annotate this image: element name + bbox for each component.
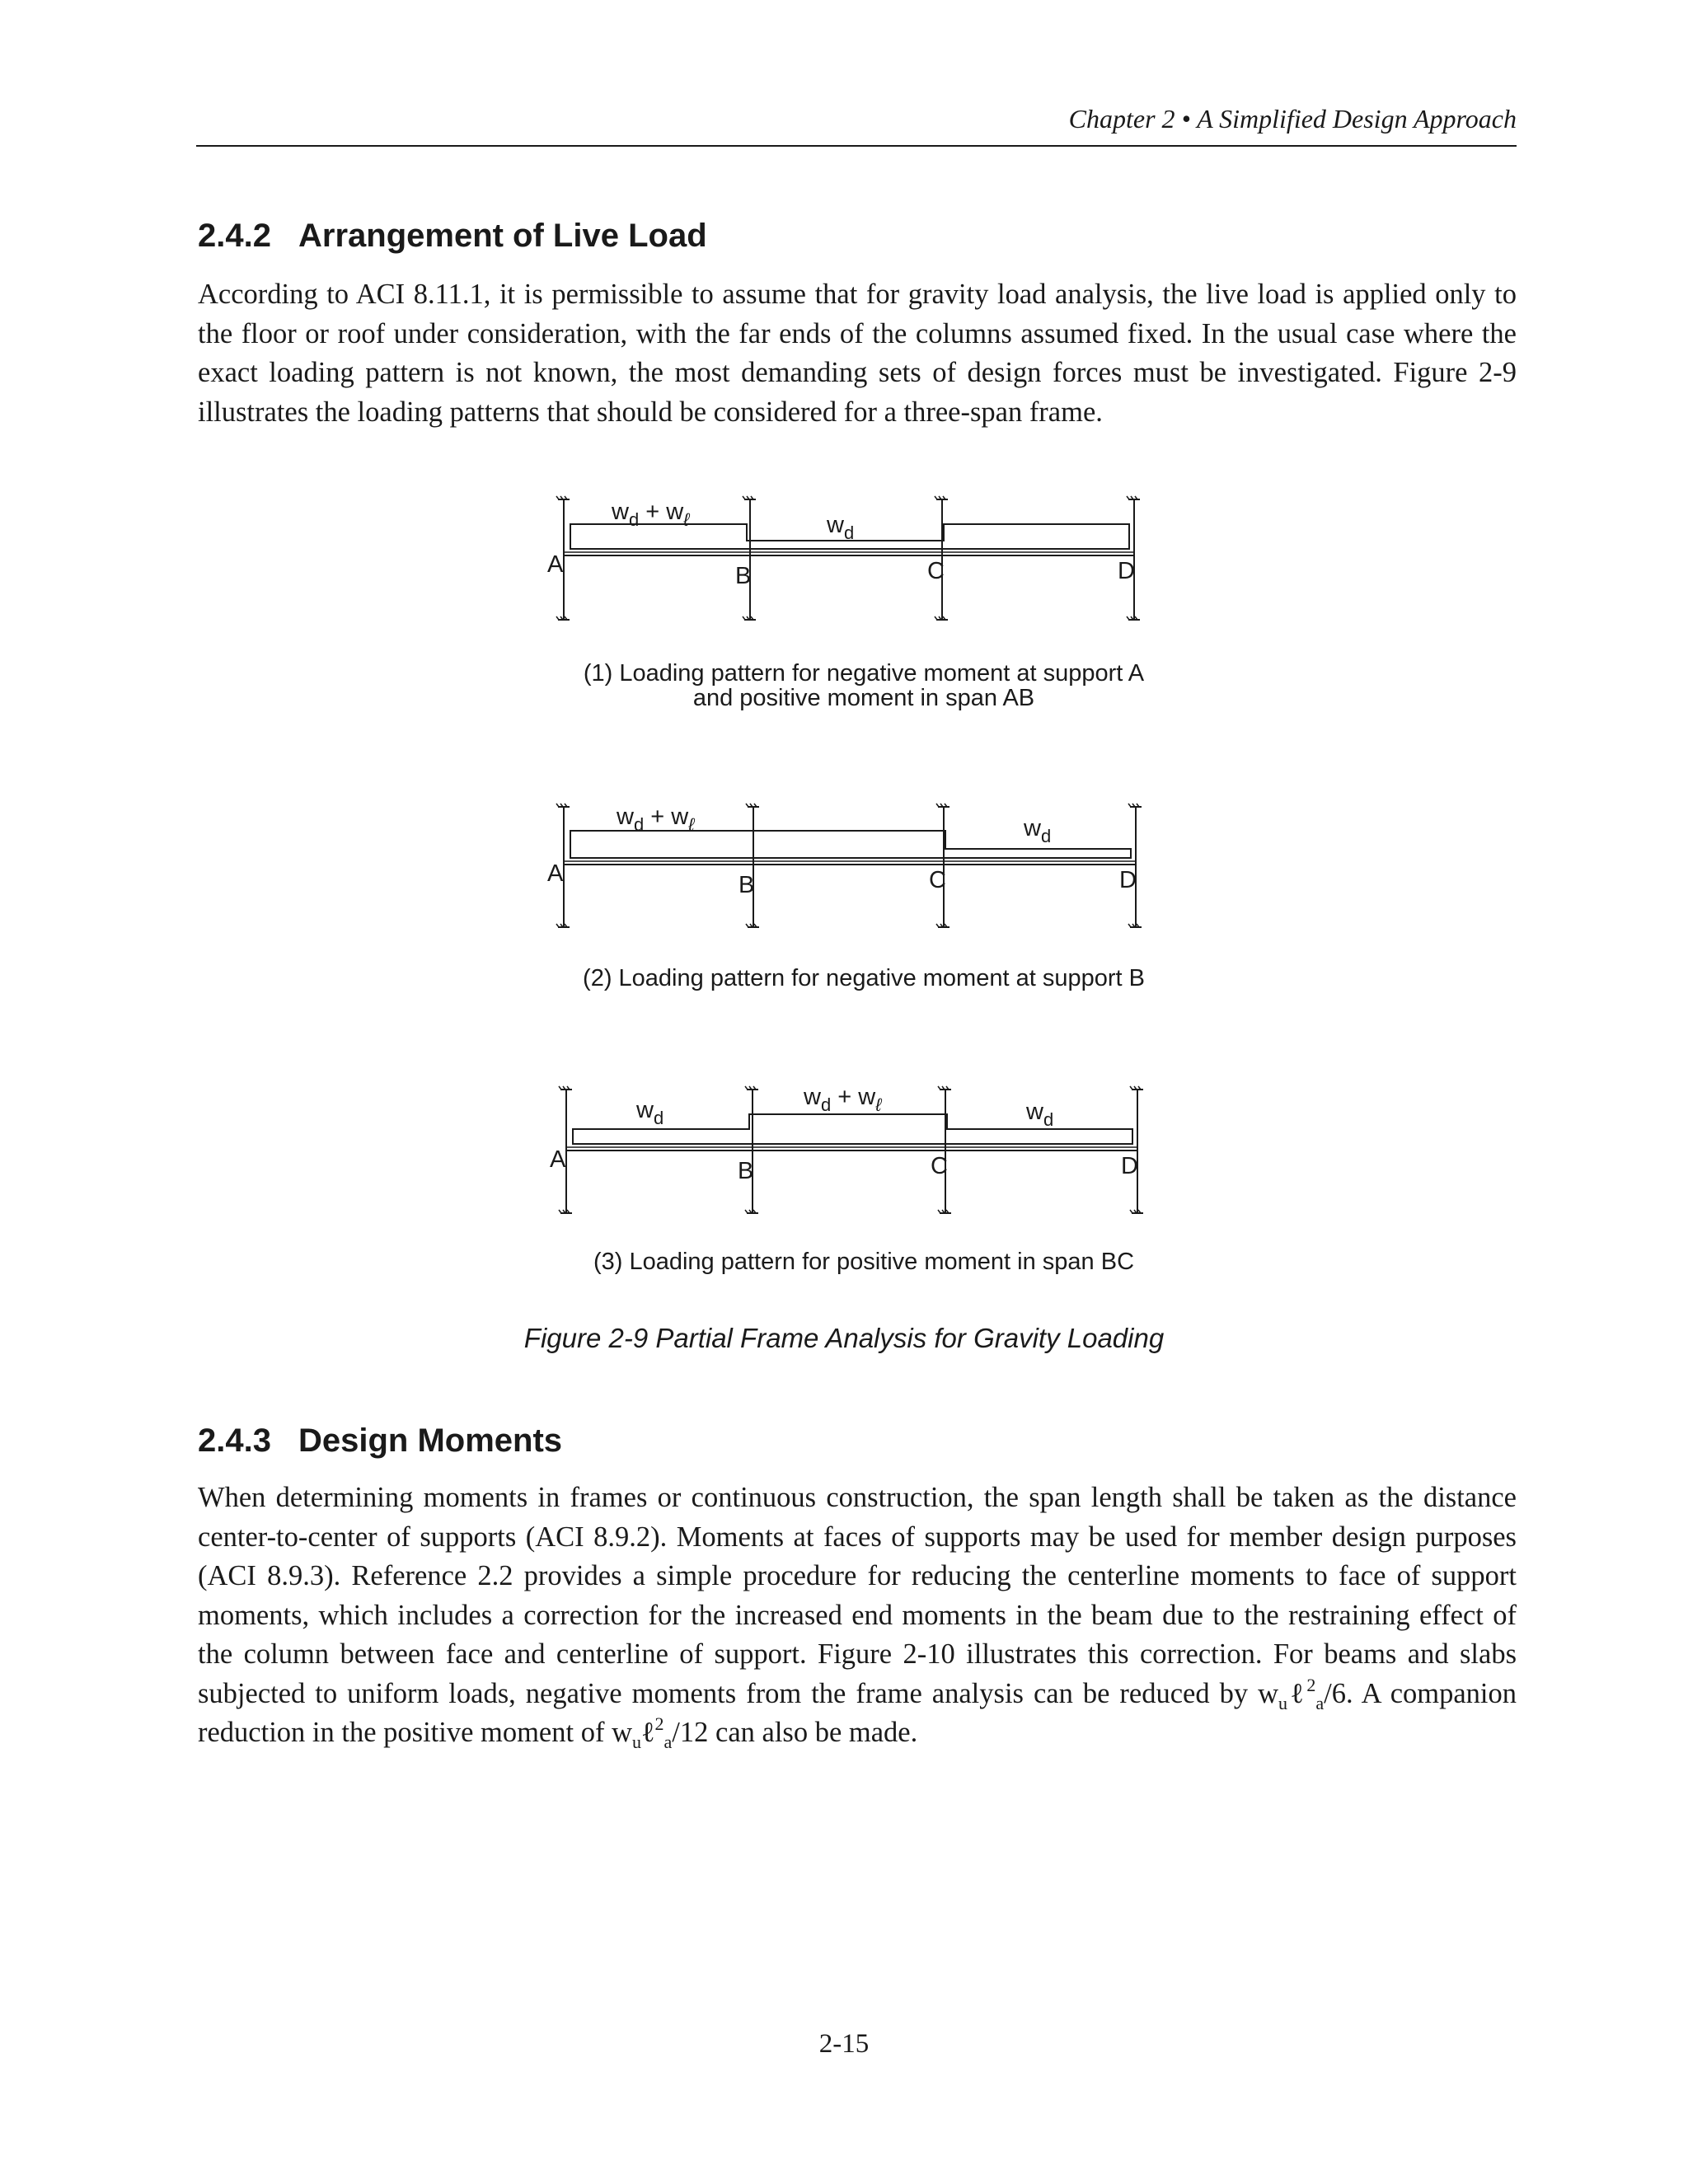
support-label-a: A (547, 860, 564, 887)
paragraph-text: When determining moments in frames or continuous construction, the span length shall be taken as the distance center-to-center of supports (ACI 8.9.2). Moments at faces of supports may be used for member design purposes (ACI 8.9.3). Reference 2.2 provides a simple procedure for reducing the centerline moments to face of support moments, which includes a correction for the increased end moments in the beam due to the restraining effect of the column between face and centerline of support. Figure 2-10 illustrates this correction. For beams and slabs subjected to uniform loads, negative moments from the frame analysis can be reduced by (198, 1482, 1517, 1709)
load-label-dead-plus-live: $w_d + w_\ell$ (612, 499, 690, 530)
load-label-dead: $w_d$ (1026, 1099, 1054, 1130)
figure-caption: Figure 2-9 Partial Frame Analysis for Gravity Loading (523, 1323, 1165, 1353)
support-label-c: C (929, 867, 946, 893)
pattern-caption: (2) Loading pattern for negative moment at support B (583, 965, 1145, 991)
section-heading-2-4-3 (198, 1421, 562, 1460)
section-title: Arrangement of Live Load (298, 218, 707, 254)
load-label-dead: $w_d$ (1024, 815, 1052, 846)
support-label-a: A (547, 551, 564, 578)
section-2-4-3-paragraph (198, 1479, 1517, 1753)
paragraph-text: . A companion reduction in the positive moment of (198, 1677, 1517, 1748)
page-number: 2-15 (818, 2029, 870, 2059)
load-label-dead: $w_d$ (636, 1097, 664, 1128)
support-label-d: D (1121, 1153, 1138, 1179)
support-label-d: D (1118, 558, 1135, 584)
support-label-c: C (927, 558, 945, 584)
load-label-dead-plus-live: $w_d + w_\ell$ (804, 1084, 882, 1115)
paragraph-text: can also be made. (708, 1717, 918, 1748)
load-label-dead-plus-live: $w_d + w_\ell$ (617, 804, 695, 835)
section-number: 2.4.2 (198, 218, 271, 254)
formula-negative-reduction: $w_u\ell^2_a/6$ (1258, 1674, 1346, 1713)
pattern-caption: (3) Loading pattern for positive moment in span BC (593, 1249, 1135, 1275)
pattern-caption-line2: and positive moment in span AB (692, 685, 1035, 711)
support-label-b: B (738, 872, 755, 898)
support-label-c: C (931, 1153, 948, 1179)
section-number: 2.4.3 (198, 1422, 271, 1459)
support-label-b: B (735, 563, 752, 589)
support-label-d: D (1119, 867, 1137, 893)
formula-positive-reduction: $w_u\ell^2_a/12$ (612, 1713, 709, 1752)
loading-pattern-labels (547, 499, 1145, 1275)
load-label-dead: $w_d$ (827, 512, 855, 543)
section-2-4-2-paragraph: According to ACI 8.11.1, it is permissible to assume that for gravity load analysis, the live load is applied only to the floor or roof under consideration, with the far ends of the columns assumed fixed. In the usual case where the exact loading pattern is not known, the most demanding sets of design forces must be investigated. Figure 2-9 illustrates the loading patterns that should be considered for a three-span frame. (198, 279, 1517, 428)
running-head: Chapter 2 • A Simplified Design Approach (1068, 104, 1517, 134)
support-label-b: B (738, 1158, 754, 1184)
section-title: Design Moments (298, 1422, 563, 1459)
support-label-a: A (550, 1146, 566, 1173)
pattern-caption: (1) Loading pattern for negative moment at support A (583, 660, 1145, 687)
